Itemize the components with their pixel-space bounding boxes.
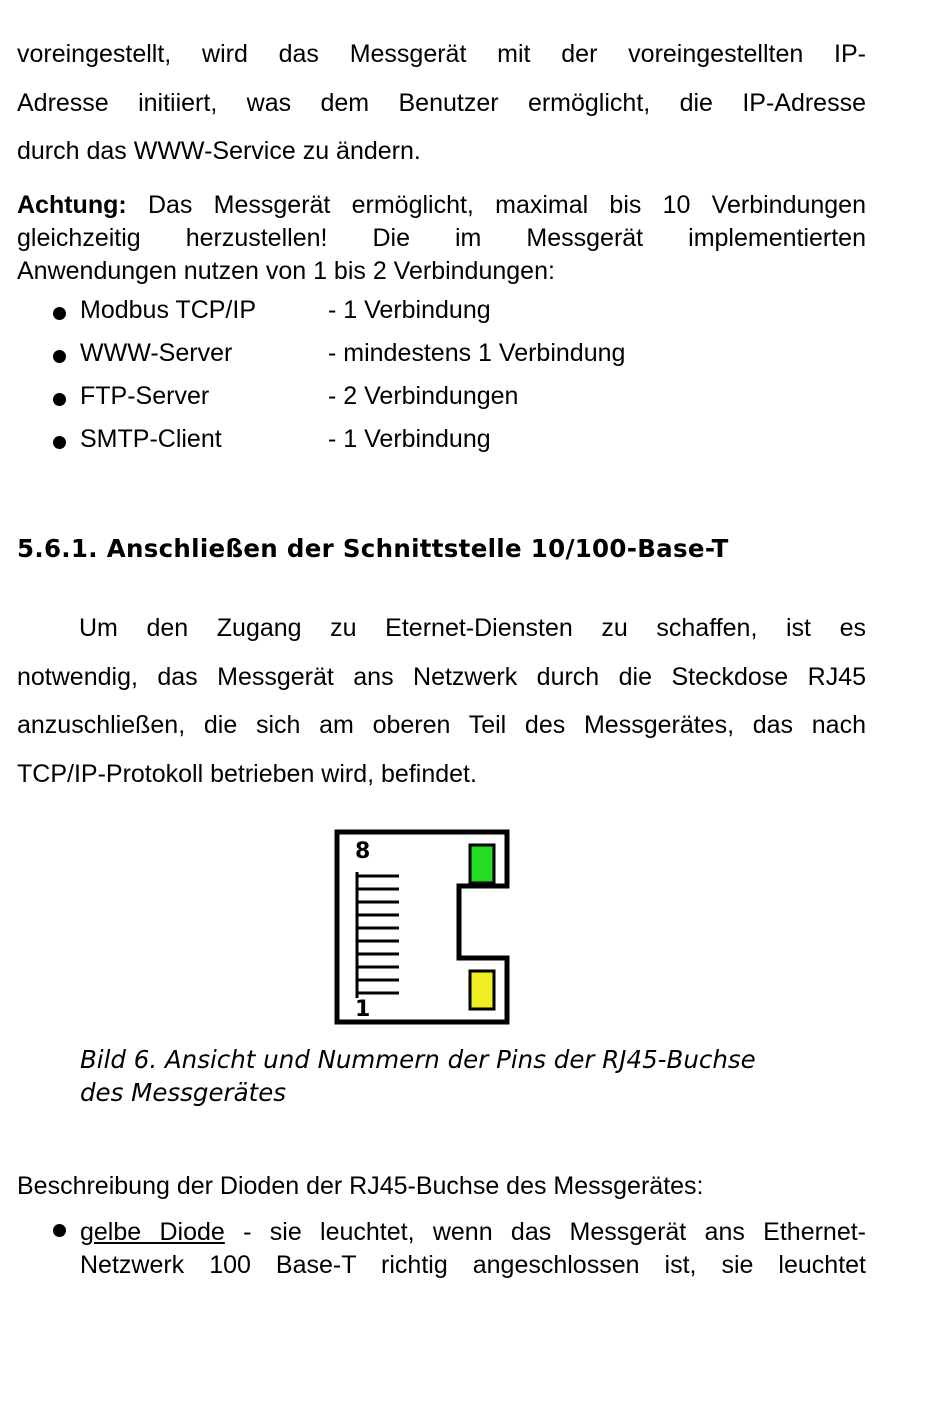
warning-paragraph — [17, 189, 866, 288]
diode-description — [80, 1216, 866, 1282]
paragraph-line — [80, 1216, 866, 1249]
connection-name: WWW-Server — [80, 339, 233, 367]
caption-line: des Messgerätes — [80, 1078, 287, 1107]
connection-name: Modbus TCP/IP — [80, 296, 257, 324]
warning-label: Achtung: — [17, 191, 127, 219]
rj45-socket-diagram — [333, 828, 511, 1028]
connections-list — [17, 296, 866, 468]
connection-count: - 2 Verbindungen — [328, 382, 519, 410]
paragraph-line: Netzwerk 100 Base-T richtig angeschlossen ist, sie leuchtet — [80, 1251, 866, 1279]
paragraph-line: Anwendungen nutzen von 1 bis 2 Verbindungen: — [17, 257, 555, 285]
connection-name: SMTP-Client — [80, 425, 222, 453]
section-paragraph — [17, 604, 866, 798]
bullet-icon — [53, 307, 66, 320]
bullet-icon — [53, 436, 66, 449]
paragraph-line: Adresse initiiert, was dem Benutzer ermöglicht, die IP-Adresse — [17, 88, 866, 117]
bullet-icon — [53, 393, 66, 406]
connection-name: FTP-Server — [80, 382, 210, 410]
bullet-icon — [53, 1224, 66, 1237]
paragraph-line: notwendig, das Messgerät ans Netzwerk durch die Steckdose RJ45 — [17, 662, 866, 691]
paragraph-line: voreingestellt, wird das Messgerät mit der voreingestellten IP- — [17, 40, 866, 68]
paragraph-line: durch das WWW-Service zu ändern. — [17, 137, 421, 165]
paragraph-line: Um den Zugang zu Eternet-Diensten zu schaffen, ist es — [79, 614, 866, 642]
figure-caption — [80, 1043, 850, 1109]
paragraph-line: gleichzeitig herzustellen! Die im Messgerät implementierten — [17, 224, 866, 252]
pin-label-bottom: 1 — [355, 997, 371, 1022]
caption-line: Bild 6. Ansicht und Nummern der Pins der RJ45-Buchse — [80, 1045, 756, 1074]
intro-paragraph — [17, 30, 866, 176]
pin-lines — [357, 872, 399, 998]
warning-text: Das Messgerät ermöglicht, maximal bis 10 Verbindungen — [126, 191, 866, 219]
paragraph-line: anzuschließen, die sich am oberen Teil des Messgerätes, das nach — [17, 711, 866, 739]
diode-term: gelbe Diode — [80, 1218, 225, 1246]
list-item — [17, 339, 866, 382]
diode-text: - sie leuchtet, wenn das Messgerät ans Ethernet- — [224, 1218, 867, 1246]
yellow-led — [470, 971, 494, 1009]
section-heading: 5.6.1. Anschließen der Schnittstelle 10/100-Base-T — [17, 534, 729, 563]
list-item — [17, 425, 866, 468]
paragraph-line — [17, 189, 866, 222]
rj45-socket-figure — [333, 828, 511, 1033]
paragraph-line: TCP/IP-Protokoll betrieben wird, befindet. — [17, 759, 477, 788]
connection-count: - mindestens 1 Verbindung — [328, 339, 626, 367]
green-led — [470, 845, 494, 883]
connection-count: - 1 Verbindung — [328, 296, 491, 324]
diodes-intro: Beschreibung der Dioden der RJ45-Buchse des Messgerätes: — [17, 1172, 704, 1200]
list-item — [17, 382, 866, 425]
list-item — [17, 296, 866, 339]
pin-label-top: 8 — [355, 839, 371, 864]
bullet-icon — [53, 350, 66, 363]
connection-count: - 1 Verbindung — [328, 425, 491, 453]
